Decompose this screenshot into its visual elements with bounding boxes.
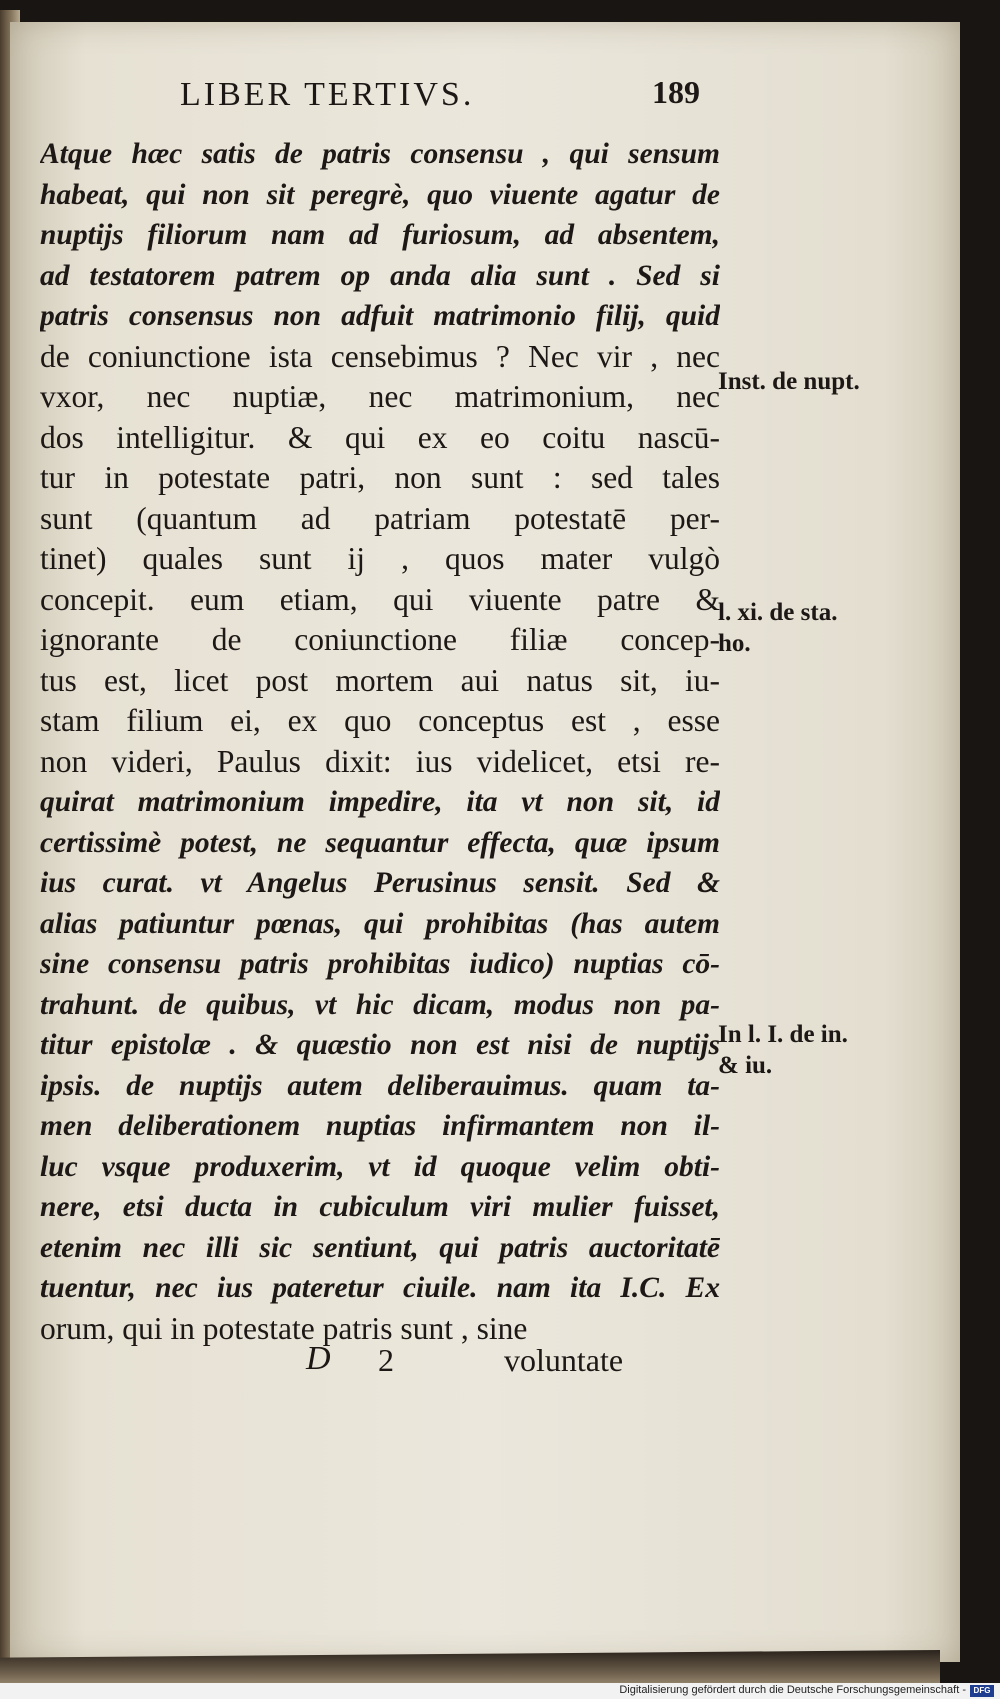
text-line: vxor, nec nuptiæ, nec matrimonium, nec [40,379,720,414]
margin-note [718,366,860,397]
margin-note-line: & iu. [718,1052,773,1079]
text-line: sunt (quantum ad patriam potestatē per- [40,500,720,536]
margin-note-line: l. xi. de sta. [718,599,838,626]
page-number: 189 [652,74,700,110]
margin-note [718,597,837,659]
text-line: alias patiuntur pœnas, qui prohibitas (has autem [40,907,720,940]
text-line: men deliberationem nuptias infirmantem non il- [40,1110,720,1142]
text-line: Atque hæc satis de patris consensu , qui sensum [40,138,720,170]
text-line: ipsis. de nuptijs autem deliberauimus. quam ta- [40,1069,720,1102]
text-line: titur epistolæ . & quæstio non est nisi de nuptijs [40,1029,720,1061]
margin-note-line: In l. I. de in. [718,1021,848,1048]
text-line: ad testatorem patrem op anda alia sunt . Sed si [40,259,720,292]
text-line: tinet) quales sunt ij , quos mater vulgò [40,541,720,576]
text-line: stam filium ei, ex quo conceptus est , esse [40,703,720,738]
text-line: tus est, licet post mortem aui natus sit, iu- [40,662,720,698]
text-line: non videri, Paulus dixit: ius videlicet, etsi re- [40,743,720,779]
signature-number: 2 [378,1342,394,1378]
text-line: tur in potestate patri, non sunt : sed tales [40,460,720,495]
text-line: patris consensus non adfuit matrimonio filij, quid [40,300,720,332]
catchword: voluntate [504,1342,624,1378]
signature-mark: D [306,1340,331,1377]
margin-note [718,1019,848,1081]
footer-credit: Digitalisierung gefördert durch die Deutsche Forschungsgemeinschaft - [619,1684,966,1696]
text-line: quirat matrimonium impedire, ita vt non sit, id [40,786,720,818]
text-line: luc vsque produxerim, vt id quoque velim obti- [40,1150,720,1183]
text-line: etenim nec illi sic sentiunt, qui patris auctoritatē [40,1231,720,1264]
running-head-title: LIBER TERTIVS. [180,76,475,113]
text-line: orum, qui in potestate patris sunt , sine [40,1310,528,1346]
catch-line [0,1340,1000,1384]
footer-bar [0,1683,1000,1699]
margin-note-line: ho. [718,630,751,657]
text-line: sine consensu patris prohibitas iudico) nuptias cō- [40,948,720,980]
text-line: tuentur, nec ius pateretur ciuile. nam ita I.C. Ex [40,1272,720,1304]
text-line: concepit. eum etiam, qui viuente patre & [40,581,720,617]
text-line: ius curat. vt Angelus Perusinus sensit. Sed & [40,867,720,899]
margin-note-line: Inst. de nupt. [718,368,860,395]
text-line: dos intelligitur. & qui ex eo coitu nascū- [40,419,720,455]
text-line: de coniunctione ista censebimus ? Nec vir , nec [40,338,720,374]
text-line: nere, etsi ducta in cubiculum viri mulier fuisset, [40,1191,720,1223]
text-line: nuptijs filiorum nam ad furiosum, ad absentem, [40,219,720,251]
dfg-logo: DFG [970,1685,994,1697]
text-line: trahunt. de quibus, vt hic dicam, modus non pa- [40,988,720,1021]
text-line: certissimè potest, ne sequantur effecta, quæ ipsum [40,826,720,859]
text-line: habeat, qui non sit peregrè, quo viuente agatur de [40,178,720,211]
text-line: ignorante de coniunctione filiæ concep- [40,622,720,657]
